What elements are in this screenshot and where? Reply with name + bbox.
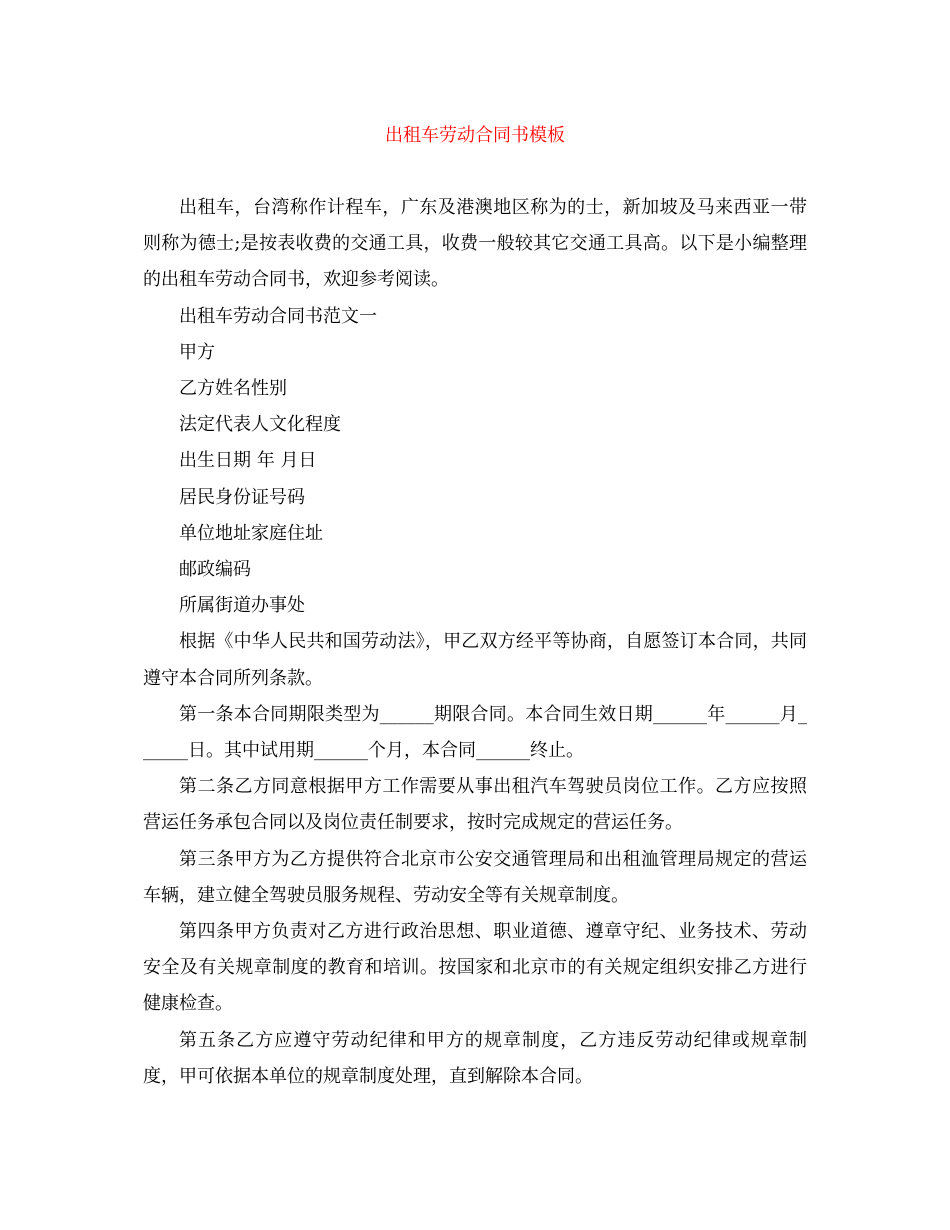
article-1: 第一条本合同期限类型为______期限合同。本合同生效日期______年______月______日。其中试用期______个月，本合同______终止。 <box>143 703 807 762</box>
party-a-field: 甲方 <box>179 341 215 363</box>
preamble-paragraph: 根据《中华人民共和国劳动法》，甲乙双方经平等协商，自愿签订本合同，共同遵守本合同所列条款。 <box>143 631 807 689</box>
legal-rep-education-field: 法定代表人文化程度 <box>179 414 341 436</box>
address-field: 单位地址家庭住址 <box>179 522 323 544</box>
document-title: 出租车劳动合同书模板 <box>385 125 565 146</box>
party-b-name-gender-field: 乙方姓名性别 <box>179 378 287 400</box>
article-5: 第五条乙方应遵守劳动纪律和甲方的规章制度，乙方违反劳动纪律或规章制度，甲可依据本单位的规章制度处理，直到解除本合同。 <box>143 1029 807 1087</box>
sample-heading: 出租车劳动合同书范文一 <box>179 305 377 327</box>
id-number-field: 居民身份证号码 <box>179 486 305 508</box>
article-4: 第四条甲方负责对乙方进行政治思想、职业道德、遵章守纪、业务技术、劳动安全及有关规章制度的教育和培训。按国家和北京市的有关规定组织安排乙方进行健康检查。 <box>143 921 807 1015</box>
intro-paragraph: 出租车，台湾称作计程车，广东及港澳地区称为的士，新加坡及马来西亚一带则称为德士;是按表收费的交通工具，收费一般较其它交通工具高。以下是小编整理的出租车劳动合同书，欢迎参考阅读。 <box>143 197 807 291</box>
subdistrict-office-field: 所属街道办事处 <box>179 595 305 617</box>
article-2: 第二条乙方同意根据甲方工作需要从事出租汽车驾驶员岗位工作。乙方应按照营运任务承包合同以及岗位责任制要求，按时完成规定的营运任务。 <box>143 776 807 834</box>
postal-code-field: 邮政编码 <box>179 559 251 581</box>
birth-date-field: 出生日期 年 月日 <box>179 450 317 472</box>
article-3: 第三条甲方为乙方提供符合北京市公安交通管理局和出租洫管理局规定的营运车辆，建立健全驾驶员服务规程、劳动安全等有关规章制度。 <box>143 848 807 906</box>
document-body <box>143 190 807 1095</box>
